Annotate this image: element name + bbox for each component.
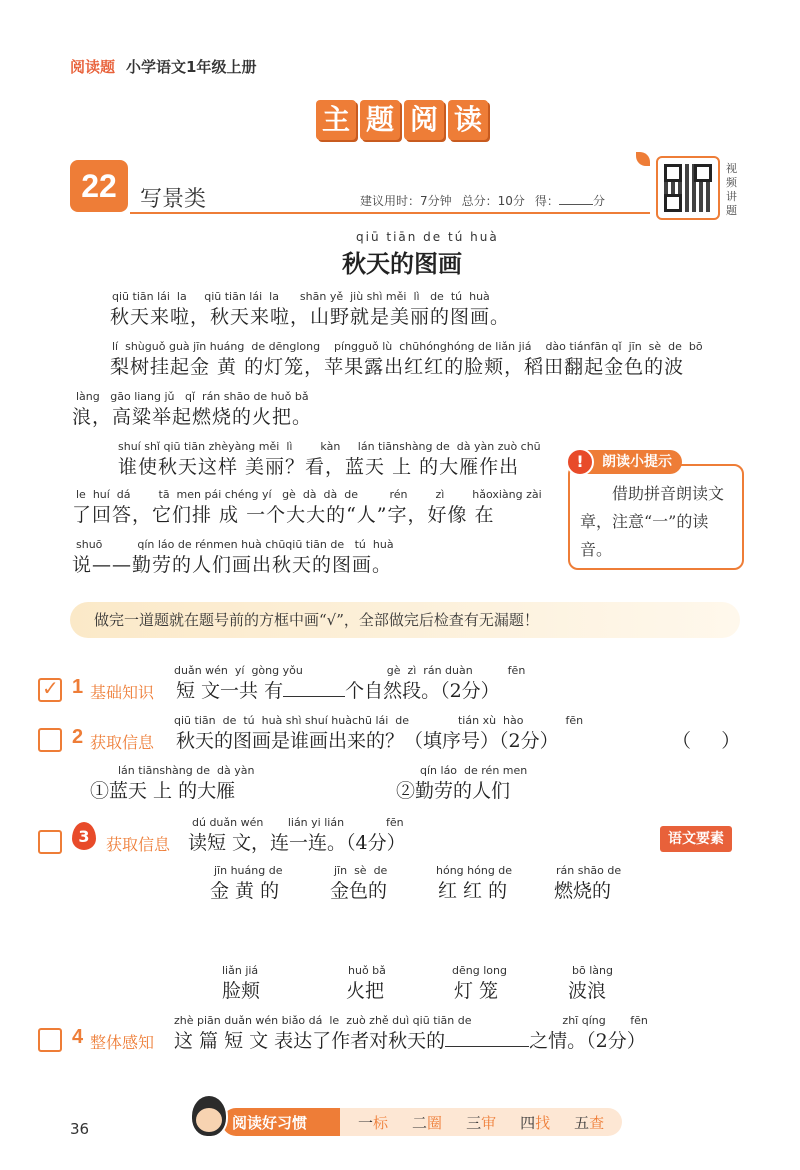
poem-line: 了回答，它们排 成 一个大大的“人”字，好像 在 [72,504,495,526]
question-pinyin: zhè piān duǎn wén biǎo dá le zuò zhě duì qiū tiān de zhī qíng fēn [174,1014,648,1027]
reading-habit-label: 阅读好习惯 [232,1114,308,1132]
habit-step-verb: 审 [481,1114,497,1132]
habit-step-num: 四 [520,1114,536,1132]
qr-label: 视频讲题 [726,162,737,217]
habit-step [358,1112,388,1133]
question-pinyin: dú duǎn wén lián yi lián fēn [192,816,404,829]
match-pinyin: hóng hóng de [436,864,513,877]
match-right-item[interactable]: 脸颊 [222,980,261,1002]
poem-line-pinyin: qiū tiān lái la qiū tiān lái la shān yě jiù shì měi lì de tú huà [112,290,490,303]
flame-icon: 3 [72,822,96,850]
option-text: ②勤劳的人们 [396,780,511,802]
option-pinyin: lán tiānshàng de dà yàn [118,764,255,777]
option-pinyin: qín láo de rén men [420,764,528,777]
question-text-b: 之情。（2分） [529,1030,646,1052]
question-text [176,676,500,703]
match-pinyin: jīn huáng de [214,864,283,877]
poem-line: 梨树挂起金 黄 的灯笼，苹果露出红红的脸颊，稻田翻起金色的波 [110,356,685,378]
unit-meta [360,192,605,209]
banner-char: 阅 [404,100,444,140]
page-number: 36 [70,1120,90,1138]
check-icon: ✓ [42,676,59,700]
header-book-title: 小学语文1年级上册 [126,58,257,76]
poem-title-pinyin: qiū tiān de tú huà [356,230,499,244]
language-element-badge: 语文要素 [660,826,732,852]
poem-title: 秋天的图画 [342,249,462,278]
habit-step-verb: 圈 [427,1114,443,1132]
title-banner [316,100,488,140]
question-text-b: 个自然段。（2分） [345,680,500,702]
question-checkbox[interactable] [38,830,62,854]
question-text: 读短 文，连一连。（4分） [188,832,406,854]
match-left-item[interactable]: 燃烧的 [554,880,612,902]
poem-line: 谁使秋天这样 美丽？看，蓝天 上 的大雁作出 [118,456,520,478]
poem-line-pinyin: làng gāo liang jǔ qǐ rán shāo de huǒ bǎ [76,390,309,403]
poem-line: 秋天来啦，秋天来啦，山野就是美丽的图画。 [110,306,511,328]
habit-step-num: 五 [574,1114,590,1132]
unit-number: 22 [70,160,128,212]
total-score: 总分：10分 [461,194,525,208]
reading-tip-title: 朗读小提示 [576,450,682,474]
match-pinyin: liǎn jiá [222,964,259,977]
match-left-item[interactable]: 金色的 [330,880,388,902]
option-text: ①蓝天 上 的大雁 [90,780,236,802]
question-category: 获取信息 [106,835,171,854]
match-right-item[interactable]: 灯 笼 [454,980,499,1002]
habit-step-verb: 标 [373,1114,389,1132]
habit-step-verb: 查 [589,1114,605,1132]
match-right-item[interactable]: 波浪 [568,980,607,1002]
suggested-time: 建议用时：7分钟 [360,194,452,208]
question-text-a: 这 篇 短 文 表达了作者对秋天的 [174,1030,446,1052]
mascot-icon [190,1094,228,1138]
qr-corner [664,194,682,212]
answer-blank[interactable] [283,678,345,697]
habit-step [466,1112,496,1133]
match-pinyin: rán shāo de [556,864,622,877]
qr-corner [664,164,682,182]
question-category: 基础知识 [90,683,155,702]
question-number: 2 [72,726,84,748]
qr-code[interactable] [656,156,720,220]
question-pinyin: duǎn wén yí gòng yǒu gè zì rán duàn fēn [174,664,526,677]
question-pinyin: qiū tiān de tú huà shì shuí huàchū lái de tián xù hào fēn [174,714,584,727]
poem-line-pinyin: shuí shǐ qiū tiān zhèyàng měi lì kàn lán tiānshàng de dà yàn zuò chū [118,440,541,453]
match-left-item[interactable]: 红 红 的 [438,880,508,902]
match-pinyin: dēng long [452,964,507,977]
question-checkbox[interactable] [38,728,62,752]
question-category: 整体感知 [90,1033,155,1052]
question-checkbox[interactable] [38,1028,62,1052]
habit-step [412,1112,442,1133]
score-unit: 分 [592,194,605,208]
habit-step-num: 二 [412,1114,428,1132]
reading-habit-steps [358,1112,604,1133]
question-checkbox[interactable] [38,678,62,702]
score-label: 得： [534,194,559,208]
question-number: 1 [72,676,84,698]
instruction-bar: 做完一道题就在题号前的方框中画“√”，全部做完后检查有无漏题！ [70,602,740,638]
score-blank[interactable] [559,204,593,205]
question-text-a: 短 文一共 有 [176,680,284,702]
poem-line: 浪，高粱举起燃烧的火把。 [72,406,313,428]
exclamation-icon: ! [566,448,594,476]
question-number: 4 [72,1026,84,1048]
habit-step [574,1112,604,1133]
habit-step-verb: 找 [535,1114,551,1132]
reading-tip-text: 借助拼音朗读文章，注意“一”的读音。 [580,484,725,559]
unit-divider [130,212,650,214]
banner-char: 题 [360,100,400,140]
question-category: 获取信息 [90,733,155,752]
match-left-item[interactable]: 金 黄 的 [210,880,280,902]
unit-name: 写景类 [140,187,207,212]
poem-line-pinyin: shuō qín láo de rénmen huà chūqiū tiān de tú huà [76,538,394,551]
match-right-item[interactable]: 火把 [346,980,385,1002]
answer-parentheses[interactable]: （ ） [672,730,741,752]
habit-step-num: 一 [358,1114,374,1132]
habit-step [520,1112,550,1133]
banner-char: 读 [448,100,488,140]
header-tag: 阅读题 [70,58,116,76]
qr-corner [694,164,712,182]
mascot-face [196,1108,222,1132]
question-text: 秋天的图画是谁画出来的？（填序号）（2分） [176,730,559,752]
question-text [174,1026,646,1053]
match-pinyin: jīn sè de [334,864,388,877]
poem-line-pinyin: lí shùguǒ guà jīn huáng de dēnglong píngguǒ lù chūhónghóng de liǎn jiá dào tiánfān qǐ jīn sè de bō [112,340,703,353]
match-pinyin: huǒ bǎ [348,964,386,977]
banner-char: 主 [316,100,356,140]
habit-step-num: 三 [466,1114,482,1132]
score-field[interactable] [535,192,605,209]
poem-line: 说——勤劳的人们画出秋天的图画。 [72,554,393,576]
match-pinyin: bō làng [572,964,613,977]
answer-blank[interactable] [445,1028,529,1047]
poem-line-pinyin: le huí dá tā men pái chéng yí gè dà dà de rén zì hǎoxiàng zài [76,488,542,501]
leaf-icon [636,152,650,166]
